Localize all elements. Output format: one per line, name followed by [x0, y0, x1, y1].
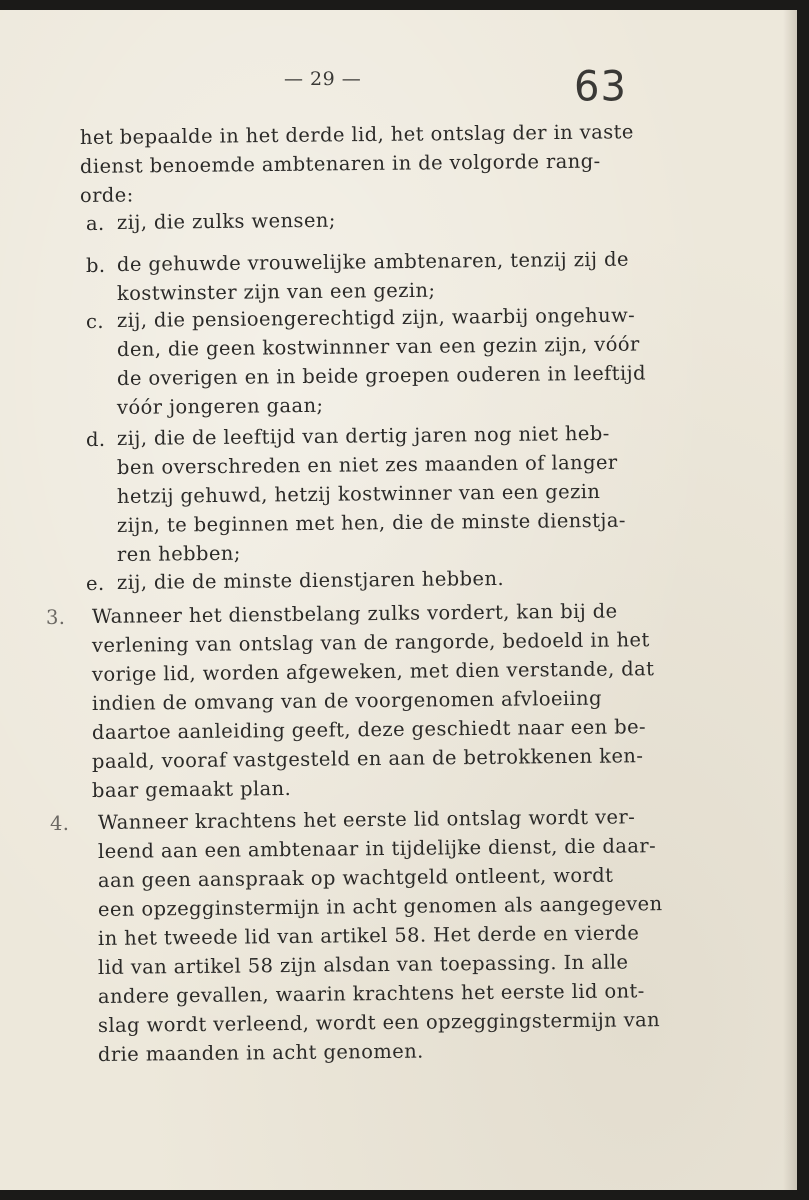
paragraph-line: baar gemaakt plan.	[91, 776, 292, 802]
paragraph-line: verlening van ontslag van de rangorde, bedoeld in het	[91, 628, 650, 657]
paragraph-line: aan geen aanspraak op wachtgeld ontleent, wordt	[97, 863, 614, 892]
paragraph-line: een opzegginstermijn in acht genomen als aangegeven	[97, 892, 663, 921]
folio-number: 63	[574, 62, 627, 112]
item-line: de gehuwde vrouwelijke ambtenaren, tenzij zij de	[116, 247, 629, 276]
item-marker: d.	[86, 428, 106, 451]
item-line: kostwinster zijn van een gezin;	[116, 278, 436, 305]
item-line: den, die geen kostwinnner van een gezin zijn, vóór	[116, 332, 640, 361]
paragraph-line: paald, vooraf vastgesteld en aan de betrokkenen ken-	[91, 744, 644, 773]
paragraph-line: indien de omvang van de voorgenomen afvloeiing	[91, 686, 603, 715]
page-number: — 29 —	[284, 68, 362, 90]
paragraph-number: 3.	[46, 606, 66, 629]
item-line: zij, die pensioengerechtigd zijn, waarbij ongehuw-	[116, 303, 636, 332]
paragraph-number: 4.	[50, 812, 70, 835]
item-line: zij, die zulks wensen;	[116, 208, 336, 234]
document-page	[0, 10, 797, 1190]
paragraph-line: drie maanden in acht genomen.	[97, 1039, 424, 1066]
item-line: hetzij gehuwd, hetzij kostwinner van een gezin	[116, 479, 601, 508]
body-text	[0, 10, 797, 1190]
paragraph-line: in het tweede lid van artikel 58. Het derde en vierde	[97, 921, 640, 950]
item-line: zij, die de leeftijd van dertig jaren nog niet heb-	[116, 421, 610, 450]
item-marker: c.	[86, 310, 104, 333]
paragraph-line: slag wordt verleend, wordt een opzeggingstermijn van	[97, 1008, 661, 1037]
paragraph-line: Wanneer krachtens het eerste lid ontslag wordt ver-	[97, 805, 636, 834]
intro-line: het bepaalde in het derde lid, het ontslag der in vaste	[79, 120, 634, 149]
paragraph-line: lid van artikel 58 zijn alsdan van toepassing. In alle	[97, 950, 629, 979]
paragraph-line: andere gevallen, waarin krachtens het eerste lid ont-	[97, 979, 645, 1008]
paragraph-line: daartoe aanleiding geeft, deze geschiedt naar een be-	[91, 715, 647, 744]
item-marker: e.	[86, 572, 105, 595]
item-line: vóór jongeren gaan;	[116, 393, 324, 419]
paragraph-line: Wanneer het dienstbelang zulks vordert, kan bij de	[91, 599, 618, 628]
item-line: de overigen en in beide groepen ouderen in leeftijd	[116, 361, 647, 390]
item-line: zij, die de minste dienstjaren hebben.	[116, 566, 505, 594]
item-marker: b.	[86, 254, 106, 277]
item-line: zijn, te beginnen met hen, die de minste dienstja-	[116, 508, 626, 537]
intro-line: dienst benoemde ambtenaren in de volgorde rang-	[79, 149, 601, 178]
item-line: ben overschreden en niet zes maanden of langer	[116, 450, 618, 479]
item-line: ren hebben;	[116, 541, 241, 566]
paragraph-line: leend aan een ambtenaar in tijdelijke dienst, die daar-	[97, 834, 657, 863]
paragraph-line: vorige lid, worden afgeweken, met dien verstande, dat	[91, 657, 655, 686]
intro-line: orde:	[79, 183, 134, 207]
item-marker: a.	[86, 212, 105, 235]
